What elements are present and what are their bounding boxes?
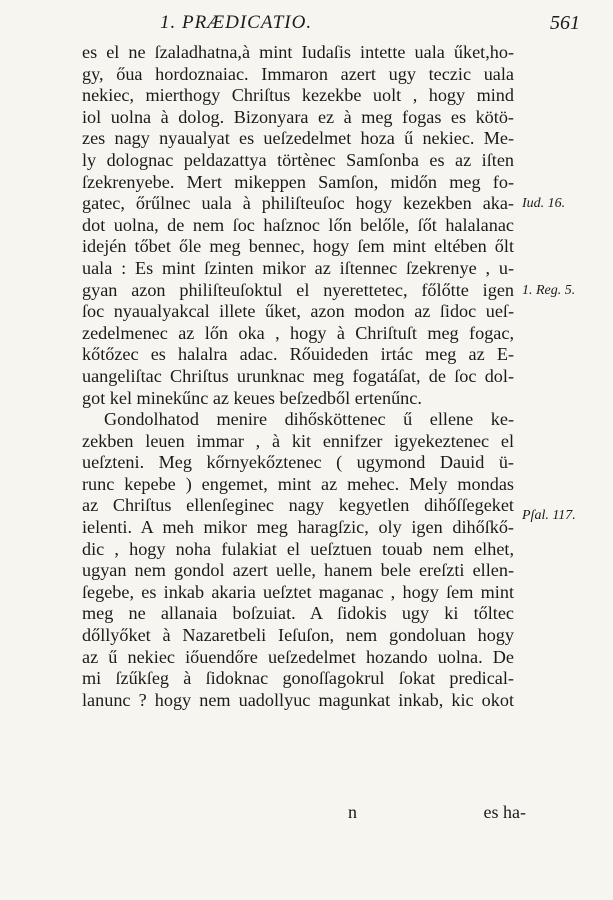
margin-note-psalm: Pſal. 117. [522,508,576,523]
text-line: az Chriſtus ellenſeginec nagy kegyetlen dihőſſegeket [82,495,514,516]
text-line: ſzekrenyebe. Mert mikeppen Samſon, midőn meg fo- [82,171,514,192]
text-line: ſegebe, es inkab akaria ueſztet maganac , hogy ſem mint [82,581,514,602]
text-line: az ű nekiec iőuendőre ueſzedelmet hozando uolna. De [82,646,514,667]
signature-mark: n [348,802,357,822]
text-line: Gondolhatod menire dihősköttenec ű ellene ke- [104,409,514,430]
text-line: ueſzteni. Meg kőrnyekőztenec ( ugymond Dauid ü- [82,452,514,473]
text-line: es el ne ſzaladhatna,à mint Iudaſis intette uala űket,ho- [82,42,514,62]
text-line: zekben leuen immar , à kit ennifzer igyekeztenec el [82,430,514,451]
text-line: dic , hogy noha fulakiat el ueſztuen touab nem elhet, [82,538,514,559]
text-line: iol uolna à dolog. Bizonyara ez à meg fogas es kötö- [82,106,514,127]
text-line: uangeliſtac Chriſtus urunknac meg fogatáſat, de ſoc dol- [82,365,514,386]
text-line: dőllyőket à Nazaretbeli Ieſuſon, nem gondoluan hogy [82,625,514,646]
text-line: gy, őua hordoznaiac. Immaron azert ugy teczic uala [82,63,514,84]
margin-note-judges: Iud. 16. [522,196,566,211]
text-line: nekiec, mierthogy Chriſtus kezekbe uolt , hogy mind [82,85,514,106]
text-line: mi ſzűkſeg à ſidoknac gonoſſagokrul ſokat predical- [82,668,514,689]
text-line: lanunc ? hogy nem uadollyuc magunkat inkab, kic okot [82,689,514,710]
text-line: zedelmenec az lőn oka , hogy à Chriſtuſt meg fogac, [82,322,514,343]
text-line: gyan azon philiſteuſoktul el nyerettetec, főlőtte igen [82,279,514,300]
catchword: es ha- [483,802,526,822]
text-line: ielenti. A meh mikor meg haragſzic, oly igen dihőſkő- [82,517,514,538]
page-header [60,12,580,40]
margin-note-kings: 1. Reg. 5. [522,283,576,298]
text-line: zes nagy nyaualyat es ueſzedelmet hoza ű nekiec. Me- [82,128,514,149]
running-title: 1. PRÆDICATIO. [160,12,313,33]
text-line: ly dolognac peldazattya törtènec Samſonba es az iſten [82,149,514,170]
body-text [82,42,514,711]
text-line: runc kepebe ) engemet, mint az mehec. Mely mondas [82,473,514,494]
text-line: ugyan nem gondol azert uelle, hanem bele ereſzti ellen- [82,560,514,581]
text-line: ſoc nyaualyakcal illete űket, azon modon az ſidoc ueſ- [82,301,514,322]
text-line: uala : Es mint ſzinten mikor az iſtennec ſzekrenye , u- [82,257,514,278]
text-line: kőtőzec es halalra adac. Rőuideden irtác meg az E- [82,344,514,365]
text-line: dot uolna, de nem ſoc haſznoc lőn belőle, ſőt halalanac [82,214,514,235]
page-footer [82,802,526,826]
text-line: meg ne allanaia boſzuiat. A ſidokis ugy ki tőltec [82,603,514,624]
text-line: got kel minekűnc az keues beſzedből ertenűnc. [82,387,422,408]
page-number: 561 [550,12,580,34]
text-line: idején tőbet őle meg bennec, hogy ſem mint eltében őlt [82,236,514,257]
text-line: gatec, őrűlnec uala à philiſteuſoc hogy kezekben aka- [82,193,514,214]
